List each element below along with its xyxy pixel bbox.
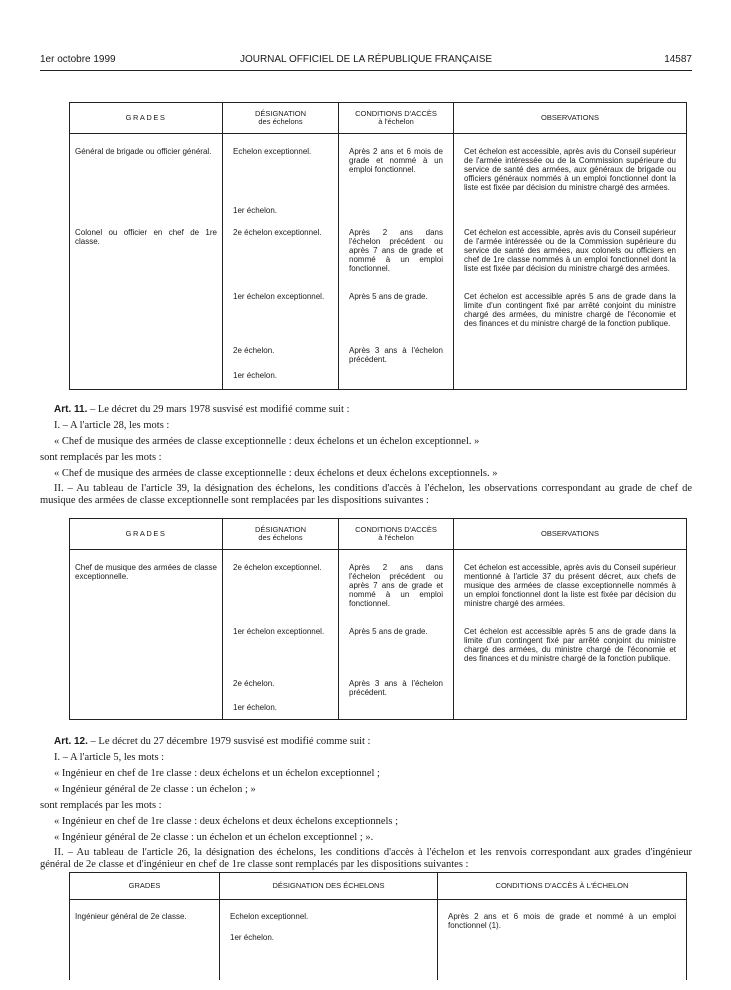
header-conditions (339, 519, 454, 550)
article-12-intro (40, 735, 692, 751)
table-ingenieurs (69, 872, 687, 980)
header-grades: GRADES (70, 103, 223, 134)
header-designation-line2: des échelons (258, 117, 303, 126)
article-11-label: Art. 11. (54, 404, 88, 415)
designation-entry: 2e échelon. (233, 345, 275, 355)
table-row (70, 134, 687, 216)
header-conditions-line2: à l'échelon (378, 117, 414, 126)
paragraph: « Chef de musique des armées de classe exceptionnelle : deux échelons et deux échelons exceptionnels. » (54, 468, 498, 479)
header-designation-line1: DÉSIGNATION (254, 525, 307, 534)
observation-entry: Cet échelon est accessible après 5 ans de grade dans la limite d'un contingent fixé par arrêté conjoint du ministre chargé des armées, du ministre chargé de l'économie et des finances et du ministre chargé de la fonction publique. (464, 291, 676, 328)
header-conditions-line1: CONDITIONS D'ACCÈS (355, 525, 437, 534)
grade-cell: Ingénieur général de 2e classe. (75, 912, 187, 921)
condition-entry: Après 5 ans de grade. (349, 291, 428, 301)
designation-entry: Echelon exceptionnel. (230, 912, 309, 921)
paragraph: sont remplacés par les mots : (40, 800, 162, 811)
condition-entry: Après 3 ans à l'échelon précédent. (349, 345, 443, 364)
table-row (70, 550, 687, 720)
paragraph: « Ingénieur en chef de 1re classe : deux échelons et deux échelons exceptionnels ; (54, 816, 399, 827)
observation-entry: Cet échelon est accessible, après avis du Conseil supérieur de l'armée intéressée ou de la Commission supérieure du service de santé des armées, aux colonels ou officiers en chef de 1re classe nommés à un emploi fonctionnel dont la liste est fixée par décision du ministre chargé des armées. (464, 227, 676, 273)
grade-cell: Chef de musique des armées de classe exceptionnelle. (75, 563, 217, 581)
article-12 (40, 735, 692, 871)
condition-entry: Après 2 ans et 6 mois de grade et nommé à un emploi fonctionnel. (349, 147, 443, 174)
header-designation-line2: des échelons (258, 533, 303, 542)
page-header (40, 54, 692, 68)
header-designation (223, 103, 339, 134)
header-conditions-line2: à l'échelon (378, 533, 414, 542)
header-rule (40, 70, 692, 71)
grade-cell: Colonel ou officier en chef de 1re classe. (75, 227, 217, 246)
condition-entry: Après 2 ans dans l'échelon précédent ou après 7 ans de grade et nommé à un emploi fonctionnel. (349, 563, 443, 608)
header-grades: GRADES (70, 873, 220, 900)
paragraph: I. – A l'article 28, les mots : (54, 420, 170, 431)
header-conditions (339, 103, 454, 134)
table-row (70, 216, 687, 390)
paragraph: sont remplacés par les mots : (40, 452, 162, 463)
observation-entry: Cet échelon est accessible, après avis du Conseil supérieur de l'armée intéressée ou de la Commission supérieure du service de santé des armées, aux généraux de brigade ou officiers généraux nommés à un emploi fonctionnel dont la liste est fixée par décision du ministre chargé des armées. (464, 147, 676, 192)
header-grades: GRADES (70, 519, 223, 550)
designation-entry: 2e échelon exceptionnel. (233, 563, 322, 572)
table-header-row (70, 103, 687, 134)
grade-cell: Général de brigade ou officier général. (75, 147, 212, 156)
designation-entry: Echelon exceptionnel. (233, 147, 312, 156)
table-chef-de-musique (69, 518, 687, 720)
designation-entry: 1er échelon. (233, 206, 278, 215)
header-observations: OBSERVATIONS (454, 519, 687, 550)
observation-entry: Cet échelon est accessible après 5 ans de grade dans la limite d'un contingent fixé par arrêté conjoint du ministre chargé des armées, du ministre chargé de l'économie et des finances et du ministre chargé de la fonction publique. (464, 627, 676, 663)
paragraph: I. – A l'article 5, les mots : (54, 752, 165, 763)
condition-entry: Après 2 ans et 6 mois de grade et nommé à un emploi fonctionnel (1). (448, 912, 676, 930)
table-header-row (70, 519, 687, 550)
paragraph: « Chef de musique des armées de classe exceptionnelle : deux échelons et un échelon exceptionnel. » (54, 436, 480, 447)
paragraph: II. – Au tableau de l'article 39, la désignation des échelons, les conditions d'accès à l'échelon, les observations correspondant au grade de chef de musique des armées de classe exceptionnelle sont remplacées par les dispositions suivantes : (40, 483, 692, 506)
header-designation: DÉSIGNATION DES ÉCHELONS (220, 873, 438, 900)
condition-entry: Après 2 ans dans l'échelon précédent ou après 7 ans de grade et nommé à un emploi fonctionnel. (349, 227, 443, 273)
condition-entry: Après 3 ans à l'échelon précédent. (349, 679, 443, 697)
designation-entry: 2e échelon exceptionnel. (233, 227, 322, 237)
paragraph: II. – Au tableau de l'article 26, la désignation des échelons, les conditions d'accès à l'échelon et les renvois correspondant aux grades d'ingénieur général de 2e classe et d'ingénieur en chef de 1re classe sont remplacés par les dispositions suivantes : (40, 847, 692, 870)
article-11-intro-text: – Le décret du 29 mars 1978 susvisé est modifié comme suit : (87, 404, 350, 415)
header-designation (223, 519, 339, 550)
table-row (70, 900, 687, 980)
observation-entry: Cet échelon est accessible, après avis du Conseil supérieur mentionné à l'article 37 du présent décret, aux chefs de musique des armées de classe exceptionnelle nommés à un emploi fonctionnel dont la liste est fixée par décision du ministre chargé des armées. (464, 563, 676, 608)
paragraph: « Ingénieur en chef de 1re classe : deux échelons et un échelon exceptionnel ; (54, 768, 380, 779)
table-grades-officers (69, 102, 687, 390)
header-conditions-line1: CONDITIONS D'ACCÈS (355, 109, 437, 118)
header-page-number: 14587 (664, 54, 692, 65)
article-11 (40, 403, 692, 507)
designation-entry: 1er échelon. (233, 370, 278, 380)
article-12-label: Art. 12. (54, 736, 88, 747)
designation-entry: 1er échelon. (233, 703, 278, 712)
condition-entry: Après 5 ans de grade. (349, 627, 428, 636)
designation-entry: 2e échelon. (233, 679, 275, 688)
designation-entry: 1er échelon. (230, 933, 275, 942)
header-conditions: CONDITIONS D'ACCÈS À L'ÉCHELON (438, 873, 687, 900)
header-observations: OBSERVATIONS (454, 103, 687, 134)
designation-entry: 1er échelon exceptionnel. (233, 627, 325, 636)
article-11-intro (40, 403, 692, 419)
article-12-intro-text: – Le décret du 27 décembre 1979 susvisé est modifié comme suit : (87, 736, 371, 747)
header-date: 1er octobre 1999 (40, 54, 116, 65)
designation-entry: 1er échelon exceptionnel. (233, 291, 325, 301)
paragraph: « Ingénieur général de 2e classe : un échelon et un échelon exceptionnel ; ». (54, 832, 374, 843)
header-designation-line1: DÉSIGNATION (254, 109, 307, 118)
header-journal-title: JOURNAL OFFICIEL DE LA RÉPUBLIQUE FRANÇAISE (239, 54, 493, 65)
paragraph: « Ingénieur général de 2e classe : un échelon ; » (54, 784, 256, 795)
table-header-row (70, 873, 687, 900)
